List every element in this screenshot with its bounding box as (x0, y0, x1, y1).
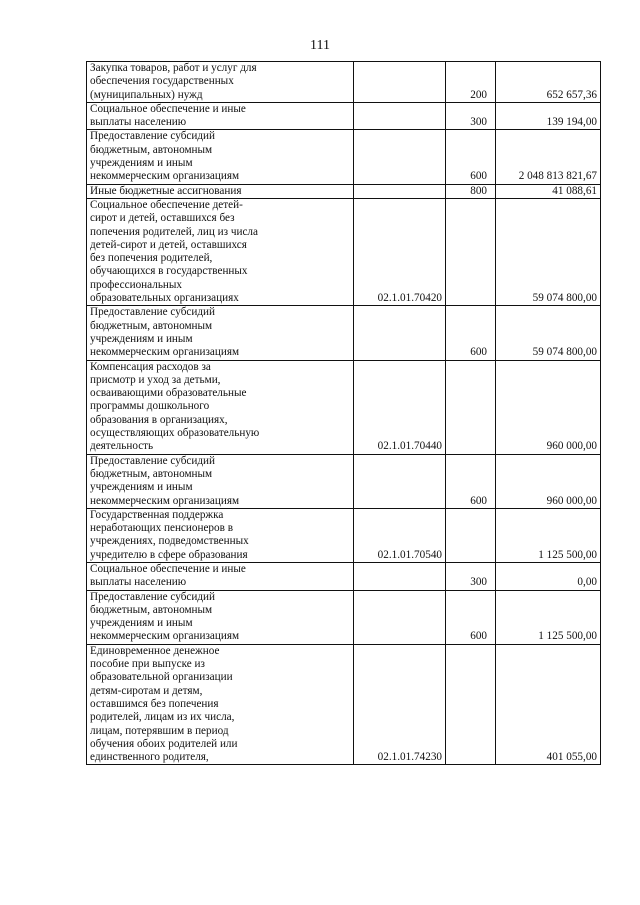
amount-value: 1 125 500,00 (496, 508, 601, 562)
target-article-code (354, 590, 446, 644)
target-article-code (354, 306, 446, 360)
expense-item-name: Социальное обеспечение и иные выплаты населению (87, 102, 354, 130)
table-row (87, 198, 601, 305)
amount-value: 139 194,00 (496, 102, 601, 130)
table-row (87, 644, 601, 765)
expense-kind-code (446, 198, 496, 305)
target-article-code: 02.1.01.70420 (354, 198, 446, 305)
amount-value: 1 125 500,00 (496, 590, 601, 644)
table-row (87, 102, 601, 130)
expense-kind-code: 800 (446, 184, 496, 198)
expense-kind-code: 600 (446, 130, 496, 184)
expense-kind-code (446, 644, 496, 765)
amount-value: 960 000,00 (496, 454, 601, 508)
amount-value: 960 000,00 (496, 360, 601, 454)
expense-item-name: Предоставление субсидий бюджетным, автономным учреждениям и иным некоммерческим организациям (87, 590, 354, 644)
table-row (87, 454, 601, 508)
expense-item-name: Закупка товаров, работ и услуг для обеспечения государственных (муниципальных) нужд (87, 62, 354, 103)
table-row (87, 130, 601, 184)
amount-value: 401 055,00 (496, 644, 601, 765)
amount-value: 59 074 800,00 (496, 198, 601, 305)
expense-item-name: Социальное обеспечение и иные выплаты населению (87, 562, 354, 590)
expense-kind-code: 300 (446, 102, 496, 130)
table-row (87, 360, 601, 454)
target-article-code: 02.1.01.70540 (354, 508, 446, 562)
expense-item-name: Государственная поддержка неработающих пенсионеров в учреждениях, подведомственных учредителю в сфере образования (87, 508, 354, 562)
expense-kind-code: 200 (446, 62, 496, 103)
expense-kind-code: 600 (446, 306, 496, 360)
table-row (87, 62, 601, 103)
expense-kind-code (446, 360, 496, 454)
target-article-code (354, 454, 446, 508)
expense-item-name: Единовременное денежное пособие при выпуске из образовательной организации детям-сиротам и детям, оставшимся без попечения родителей, лицам из их числа, лицам, потерявшим в период обучения обоих родителей или единственного родителя, (87, 644, 354, 765)
target-article-code (354, 62, 446, 103)
amount-value: 59 074 800,00 (496, 306, 601, 360)
expense-item-name: Предоставление субсидий бюджетным, автономным учреждениям и иным некоммерческим организациям (87, 130, 354, 184)
amount-value: 41 088,61 (496, 184, 601, 198)
target-article-code: 02.1.01.74230 (354, 644, 446, 765)
table-row (87, 184, 601, 198)
target-article-code (354, 184, 446, 198)
expense-item-name: Предоставление субсидий бюджетным, автономным учреждениям и иным некоммерческим организациям (87, 454, 354, 508)
table-row (87, 590, 601, 644)
expense-kind-code (446, 508, 496, 562)
target-article-code (354, 102, 446, 130)
amount-value: 0,00 (496, 562, 601, 590)
table-row (87, 508, 601, 562)
table-row (87, 306, 601, 360)
expense-kind-code: 600 (446, 454, 496, 508)
table-row (87, 562, 601, 590)
expense-item-name: Иные бюджетные ассигнования (87, 184, 354, 198)
expense-kind-code: 300 (446, 562, 496, 590)
page-number: 111 (310, 38, 330, 53)
amount-value: 2 048 813 821,67 (496, 130, 601, 184)
target-article-code (354, 130, 446, 184)
amount-value: 652 657,36 (496, 62, 601, 103)
expense-item-name: Социальное обеспечение детей- сирот и детей, оставшихся без попечения родителей, лиц из числа детей-сирот и детей, оставшихся без попечения родителей, обучающихся в государственных профессиональных образовательных организациях (87, 198, 354, 305)
expense-item-name: Компенсация расходов за присмотр и уход за детьми, осваивающими образовательные программы дошкольного образования в организациях, осуществляющих образовательную деятельность (87, 360, 354, 454)
target-article-code: 02.1.01.70440 (354, 360, 446, 454)
budget-table (86, 61, 601, 765)
expense-kind-code: 600 (446, 590, 496, 644)
expense-item-name: Предоставление субсидий бюджетным, автономным учреждениям и иным некоммерческим организациям (87, 306, 354, 360)
target-article-code (354, 562, 446, 590)
